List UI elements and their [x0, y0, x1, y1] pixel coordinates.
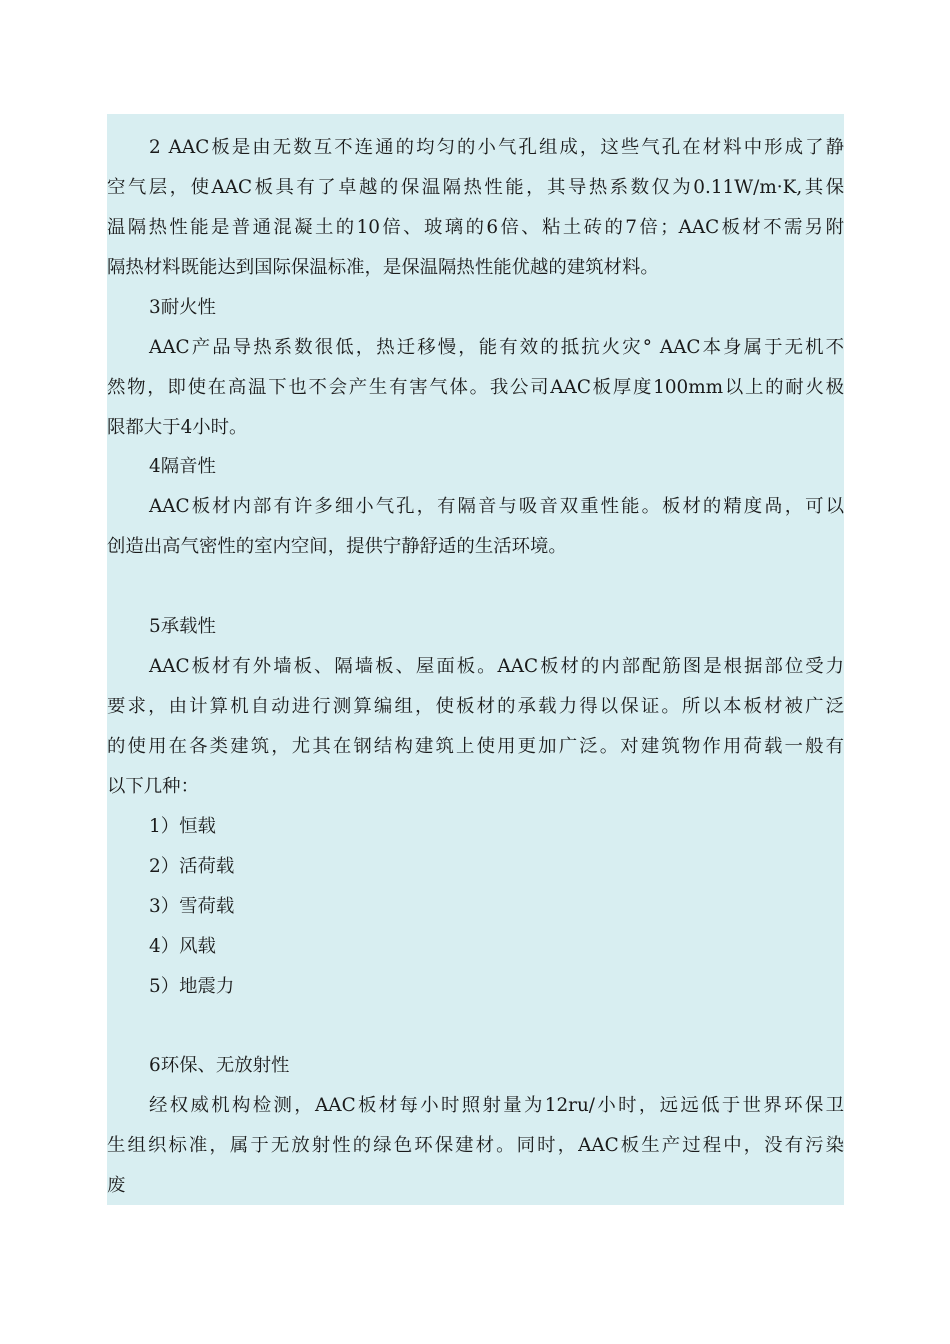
list-item: 5）地震力: [149, 976, 235, 997]
text-line: AAC产品导热系数很低，热迁移慢，能有效的抵抗火灾° AAC本身属于无机不: [149, 337, 844, 358]
heading-sound-insulation: [107, 447, 844, 487]
paragraph-sound-insulation: [107, 487, 844, 567]
text-line: 限都大于4小时。: [107, 417, 248, 438]
text-line: 生组织标准，属于无放射性的绿色环保建材。同时，AAC板生产过程中，没有污染: [107, 1135, 844, 1156]
section-heading: 3耐火性: [149, 297, 216, 318]
heading-load-bearing: [107, 607, 844, 647]
list-item: 1）恒载: [149, 816, 216, 837]
paragraph-fire-resistance: [107, 328, 844, 448]
text-line: 以下几种：: [107, 776, 199, 797]
text-line: 创造出高气密性的室内空间，提供宁静舒适的生活环境。: [107, 536, 567, 557]
text-line: 隔热材料既能达到国际保温标准，是保温隔热性能优越的建筑材料。: [107, 257, 659, 278]
heading-fire-resistance: [107, 288, 844, 328]
section-heading: 5承载性: [149, 616, 216, 637]
text-line: 废: [107, 1175, 126, 1196]
list-item: 4）风载: [149, 936, 216, 957]
paragraph-load-bearing: [107, 647, 844, 807]
list-item: 3）雪荷载: [149, 896, 235, 917]
paragraph-eco-friendly: [107, 1086, 844, 1206]
text-line: AAC板材内部有许多细小气孔，有隔音与吸音双重性能。板材的精度咼，可以: [149, 496, 844, 517]
text-line: 的使用在各类建筑，尤其在钢结构建筑上使用更加广泛。对建筑物作用荷载一般有: [107, 736, 844, 757]
list-item: 2）活荷载: [149, 856, 235, 877]
section-heading: 4隔音性: [149, 456, 216, 477]
text-line: 2 AAC板是由无数互不连通的均匀的小气孔组成，这些气孔在材料中形成了静: [149, 137, 844, 158]
text-line: AAC板材有外墙板、隔墙板、屋面板。AAC板材的内部配筋图是根据部位受力: [149, 656, 844, 677]
load-type-list: [107, 807, 844, 1007]
text-line: 然物，即使在高温下也不会产生有害气体。我公司AAC板厚度100mm以上的耐火极: [107, 377, 844, 398]
heading-eco-friendly: [107, 1046, 844, 1086]
section-heading: 6环保、无放射性: [149, 1055, 290, 1076]
paragraph-insulation: [107, 128, 844, 288]
text-line: 空气层，使AAC板具有了卓越的保温隔热性能，其导热系数仅为0.11W/m·K,其保: [107, 177, 844, 198]
text-line: 经权威机构检测，AAC板材每小时照射量为12ru/小时，远远低于世界环保卫: [149, 1095, 844, 1116]
text-line: 要求，由计算机自动进行测算编组，使板材的承载力得以保证。所以本板材被广泛: [107, 696, 844, 717]
text-line: 温隔热性能是普通混凝土的10倍、玻璃的6倍、粘土砖的7倍；AAC板材不需另附: [107, 217, 844, 238]
